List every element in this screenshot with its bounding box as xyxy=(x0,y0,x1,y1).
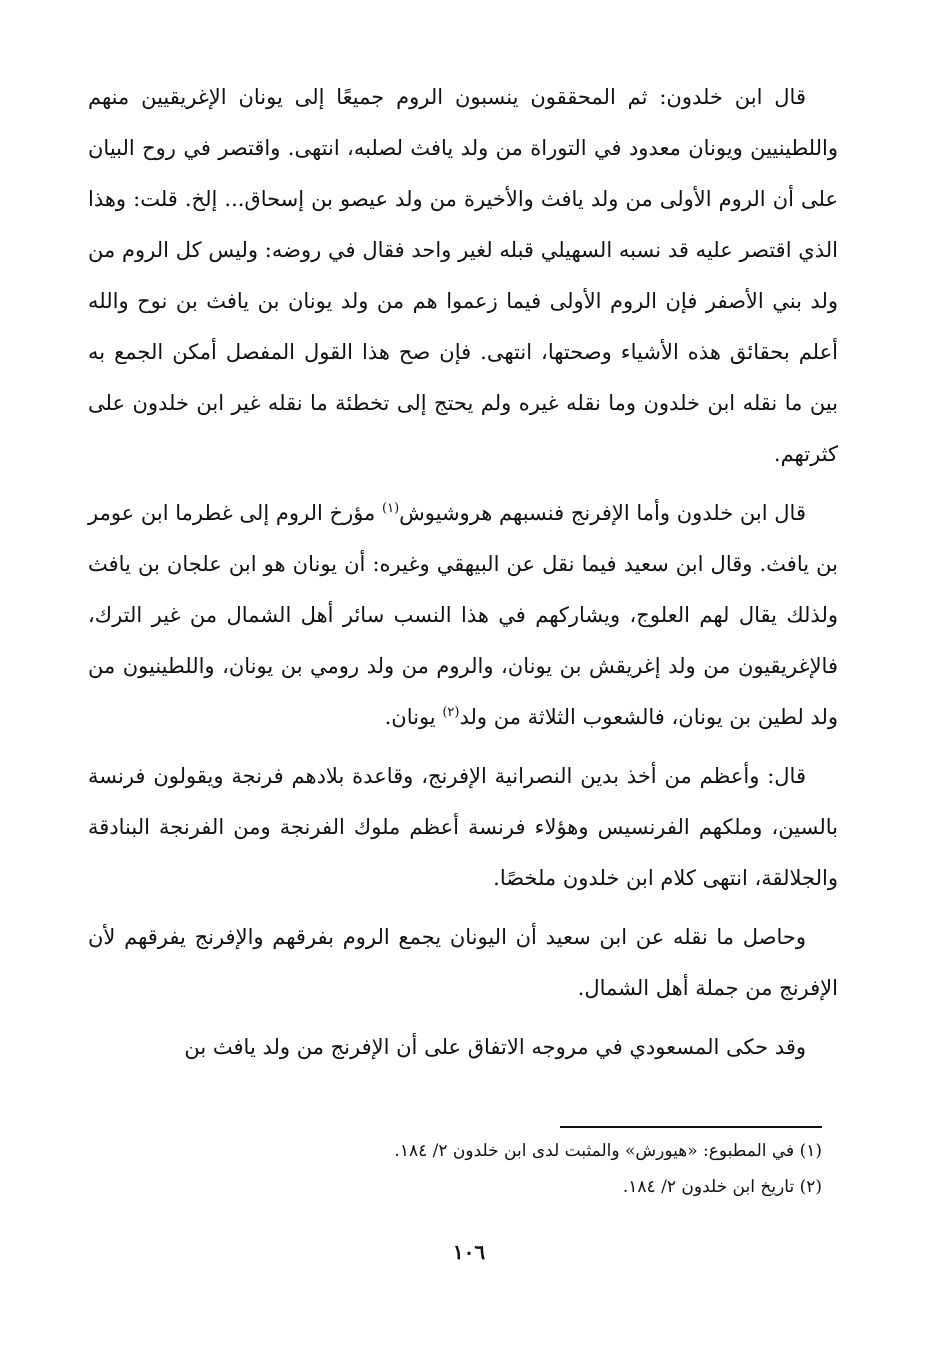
paragraph-2-after-ref: مؤرخ الروم إلى غطرما ابن عومر بن يافث. وقال ابن سعيد فيما نقل عن البيهقي وغيره: أن يونان هو ابن علجان بن يافث ولذلك يقال لهم العلوج، ويشاركهم في هذا النسب سائر أهل الشمال من غير الترك، فالإغريقيون من ولد إغريقش بن يونان، والروم من ولد رومي بن يونان، واللطينيون من ولد لطين بن يونان، فالشعوب الثلاثة من ولد xyxy=(88,501,838,729)
footnote-ref-2: (٢) xyxy=(442,705,460,720)
paragraph-2-tail: يونان. xyxy=(384,705,443,729)
footnote-1: (١) في المطبوع: «هيورش» والمثبت لدى ابن خلدون ٢/ ١٨٤. xyxy=(394,1141,822,1161)
paragraph-2 xyxy=(88,488,838,743)
footnote-2: (٢) تاريخ ابن خلدون ٢/ ١٨٤. xyxy=(622,1177,822,1197)
footnote-divider xyxy=(560,1126,822,1128)
footnote-ref-1: (١) xyxy=(382,501,400,516)
page-number: ١٠٦ xyxy=(452,1240,486,1264)
paragraph-1: قال ابن خلدون: ثم المحققون ينسبون الروم جميعًا إلى يونان الإغريقيين منهم واللطينيين ويونان معدود في التوراة من ولد يافث لصلبه، انتهى. واقتصر في روح البيان على أن الروم الأولى من ولد يافث والأخيرة من ولد عيصو بن إسحاق... إلخ. قلت: وهذا الذي اقتصر عليه قد نسبه السهيلي قبله لغير واحد فقال في روضه: وليس كل الروم من ولد بني الأصفر فإن الروم الأولى فيما زعموا هم من ولد يونان بن يافث بن نوح والله أعلم بحقائق هذه الأشياء وصحتها، انتهى. فإن صح هذا القول المفصل أمكن الجمع به بين ما نقله ابن خلدون وما نقله غيره ولم يحتج إلى تخطئة ما نقله غير ابن خلدون على كثرتهم. xyxy=(88,85,838,466)
paragraph-4: وحاصل ما نقله عن ابن سعيد أن اليونان يجمع الروم بفرقهم والإفرنج يفرقهم لأن الإفرنج من جملة أهل الشمال. xyxy=(88,925,838,1000)
footnotes xyxy=(102,1133,822,1205)
paragraph-3: قال: وأعظم من أخذ بدين النصرانية الإفرنج، وقاعدة بلادهم فرنجة ويقولون فرنسة بالسين، وملكهم الفرنسيس وهؤلاء فرنسة أعظم ملوك الفرنجة ومن الفرنجة البنادقة والجلالقة، انتهى كلام ابن خلدون ملخصًا. xyxy=(88,764,838,890)
paragraph-5: وقد حكى المسعودي في مروجه الاتفاق على أن الإفرنج من ولد يافث بن xyxy=(184,1035,806,1059)
paragraph-2-before-ref: قال ابن خلدون وأما الإفرنج فنسبهم هروشيوش xyxy=(399,501,806,525)
